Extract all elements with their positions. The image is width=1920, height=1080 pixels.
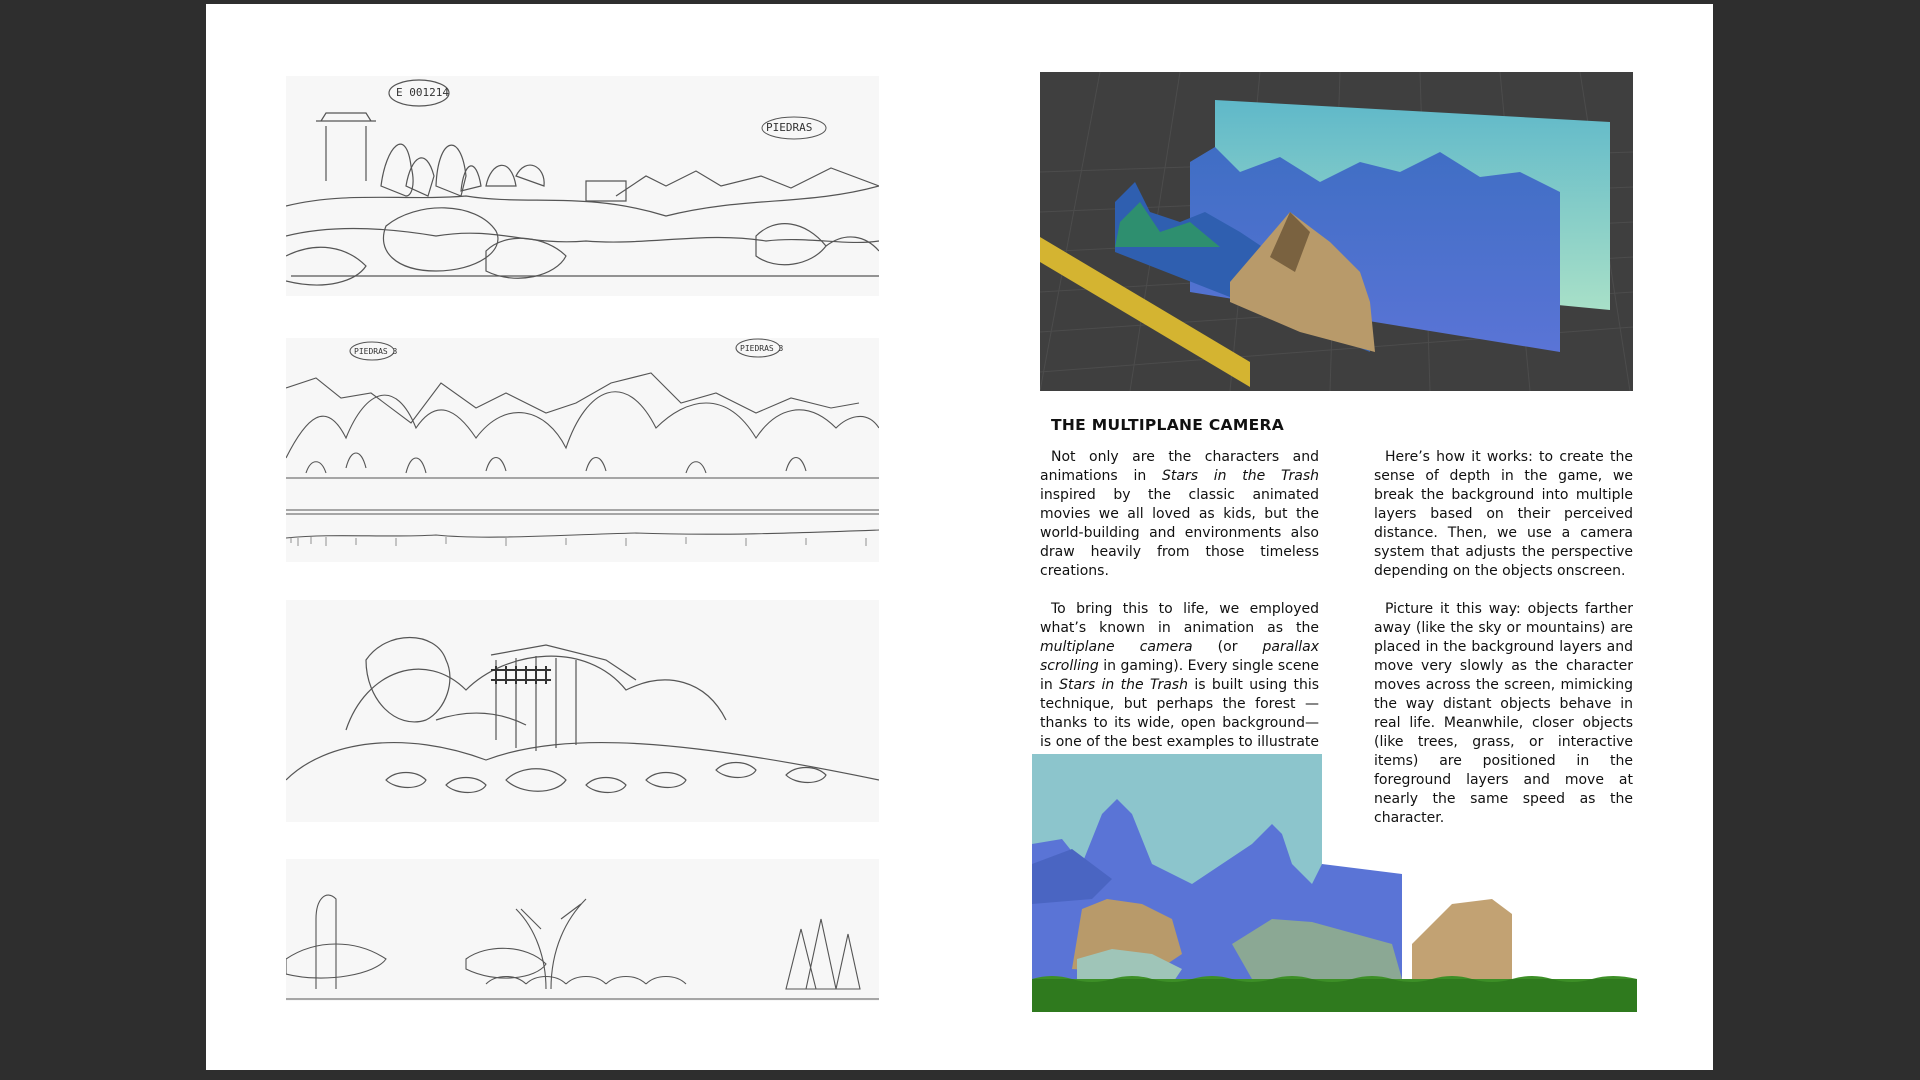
multiplane-3d-image [1040,72,1633,391]
text-run: inspired by the classic animated movies we all loved as kids, but the world-building and environments also draw heavily from those timeless creations. [1040,487,1319,579]
sketch-label-piedras: PIEDRAS [766,121,813,134]
sketch-label-id: E 001214 [396,86,449,99]
sketch-waterfall-drawing [286,600,879,822]
text-run: To bring this to life, we employed what’s known in animation as the [1040,601,1319,636]
italic-run: Stars in the Trash [1161,468,1320,484]
text-column-left [1040,448,1319,771]
parallax-2d-scene [1032,754,1637,1019]
sketch-forest-drawing [286,859,879,1001]
text-run: Not only are the characters and animations in [1040,449,1319,484]
italic-run: Stars in the Trash [1059,677,1188,693]
sketch-rocks-panorama [286,76,879,296]
italic-run: multiplane camera [1040,639,1193,655]
sketch-label-left: PIEDRAS 3 [354,347,398,356]
sketch-label-right: PIEDRAS 3 [740,344,784,353]
sketch-mountains-panorama [286,338,879,562]
section-title: THE MULTIPLANE CAMERA [1051,416,1284,434]
text-run: is built using this technique, but perhaps the forest —thanks to its wide, open background— is one of the best examples to illustrate [1040,677,1320,750]
document-page [206,4,1713,1070]
text-run: in gaming). Every single scene in [1040,658,1319,693]
left-paragraph-2 [1040,600,1319,771]
italic-run: parallax scrolling [1040,639,1319,674]
multiplane-3d-render [1040,72,1633,391]
left-paragraph-1 [1040,448,1319,581]
right-paragraph-1: Here’s how it works: to create the sense of depth in the game, we break the background into multiple layers based on their perceived distance. Then, we use a camera system that adjusts the perspective depending on the objects onscreen. [1374,449,1633,579]
parallax-2d-image [1032,754,1637,1019]
sketch-rocks-drawing [286,76,879,296]
sketch-mountains-drawing [286,338,879,562]
sketch-forest-panorama [286,859,879,1001]
right-paragraph-2: Picture it this way: objects farther away (like the sky or mountains) are placed in the background layers and move very slowly as the character moves across the screen, mimicking the way distant objects behave in real life. Meanwhile, closer objects (like trees, grass, or interactive items) are positioned in the foreground layers and move at nearly the same speed as the character. [1374,601,1633,826]
sketch-waterfall-bridge [286,600,879,822]
text-run: (or [1192,639,1263,655]
